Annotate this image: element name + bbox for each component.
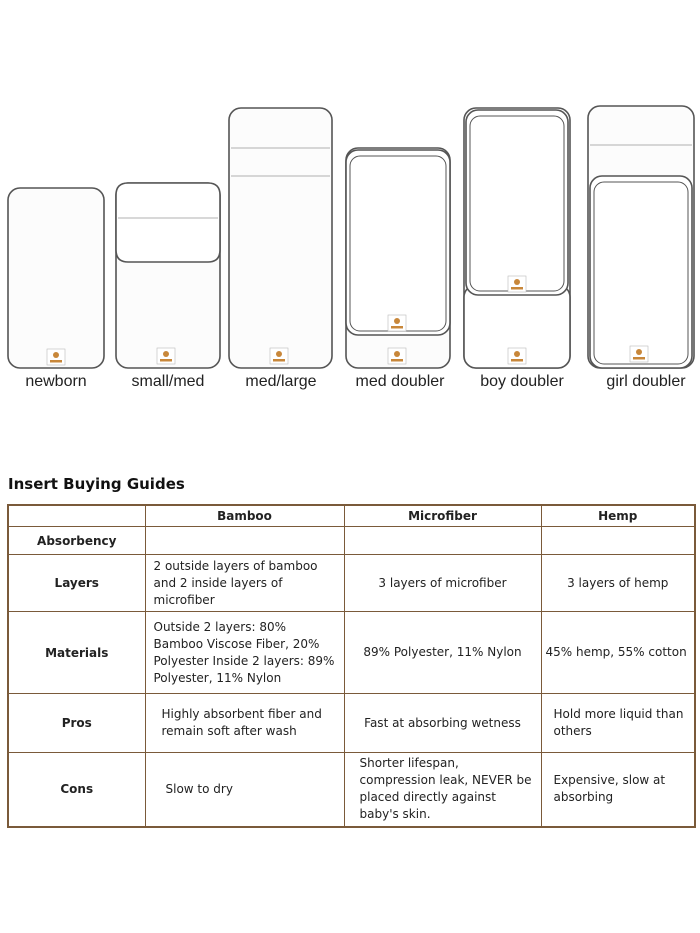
- insert-med-doubler: [346, 148, 450, 368]
- cell-bamboo: Outside 2 layers: 80% Bamboo Viscose Fiber, 20% Polyester Inside 2 layers: 89% Polyester, 11% Nylon: [145, 612, 344, 694]
- cell-bamboo: Slow to dry: [145, 753, 344, 827]
- header-empty: [8, 505, 145, 527]
- cell-bamboo: [145, 527, 344, 555]
- row-label: Cons: [8, 753, 145, 827]
- cell-bamboo: 2 outside layers of bamboo and 2 inside layers of microfiber: [145, 555, 344, 612]
- insert-girl-doubler: [588, 106, 694, 368]
- header-bamboo: Bamboo: [145, 505, 344, 527]
- header-microfiber: Microfiber: [344, 505, 541, 527]
- insert-label-med-large: med/large: [245, 373, 317, 390]
- table-row-cons: [8, 753, 695, 827]
- insert-label-newborn: newborn: [25, 373, 87, 390]
- row-label: Pros: [8, 694, 145, 753]
- cell-hemp: 3 layers of hemp: [541, 555, 695, 612]
- table-row-absorbency: [8, 527, 695, 555]
- insert-small-med: [116, 183, 220, 368]
- table-row-materials: [8, 612, 695, 694]
- insert-label-boy-doubler: boy doubler: [480, 373, 564, 390]
- row-label: Materials: [8, 612, 145, 694]
- insert-med-large: [229, 108, 332, 368]
- insert-label-med-doubler: med doubler: [355, 373, 445, 390]
- header-hemp: Hemp: [541, 505, 695, 527]
- cell-microfiber: [344, 527, 541, 555]
- inserts-illustration: [0, 0, 700, 400]
- cell-microfiber: Fast at absorbing wetness: [344, 694, 541, 753]
- insert-label-girl-doubler: girl doubler: [606, 373, 686, 390]
- row-label: Layers: [8, 555, 145, 612]
- cell-hemp: Hold more liquid than others: [541, 694, 695, 753]
- cell-hemp: Expensive, slow at absorbing: [541, 753, 695, 827]
- cell-hemp: 45% hemp, 55% cotton: [541, 612, 695, 694]
- row-label: Absorbency: [8, 527, 145, 555]
- cell-microfiber: 3 layers of microfiber: [344, 555, 541, 612]
- table-row-pros: [8, 694, 695, 753]
- insert-newborn: [8, 188, 104, 368]
- insert-guide-table: [7, 504, 696, 828]
- insert-boy-doubler: [464, 108, 570, 368]
- cell-microfiber: 89% Polyester, 11% Nylon: [344, 612, 541, 694]
- table-header-row: [8, 505, 695, 527]
- insert-label-small-med: small/med: [131, 373, 205, 390]
- cell-bamboo: Highly absorbent fiber and remain soft after wash: [145, 694, 344, 753]
- table-row-layers: [8, 555, 695, 612]
- guide-title: Insert Buying Guides: [8, 475, 185, 493]
- cell-microfiber: Shorter lifespan, compression leak, NEVER be placed directly against baby's skin.: [344, 753, 541, 827]
- cell-hemp: [541, 527, 695, 555]
